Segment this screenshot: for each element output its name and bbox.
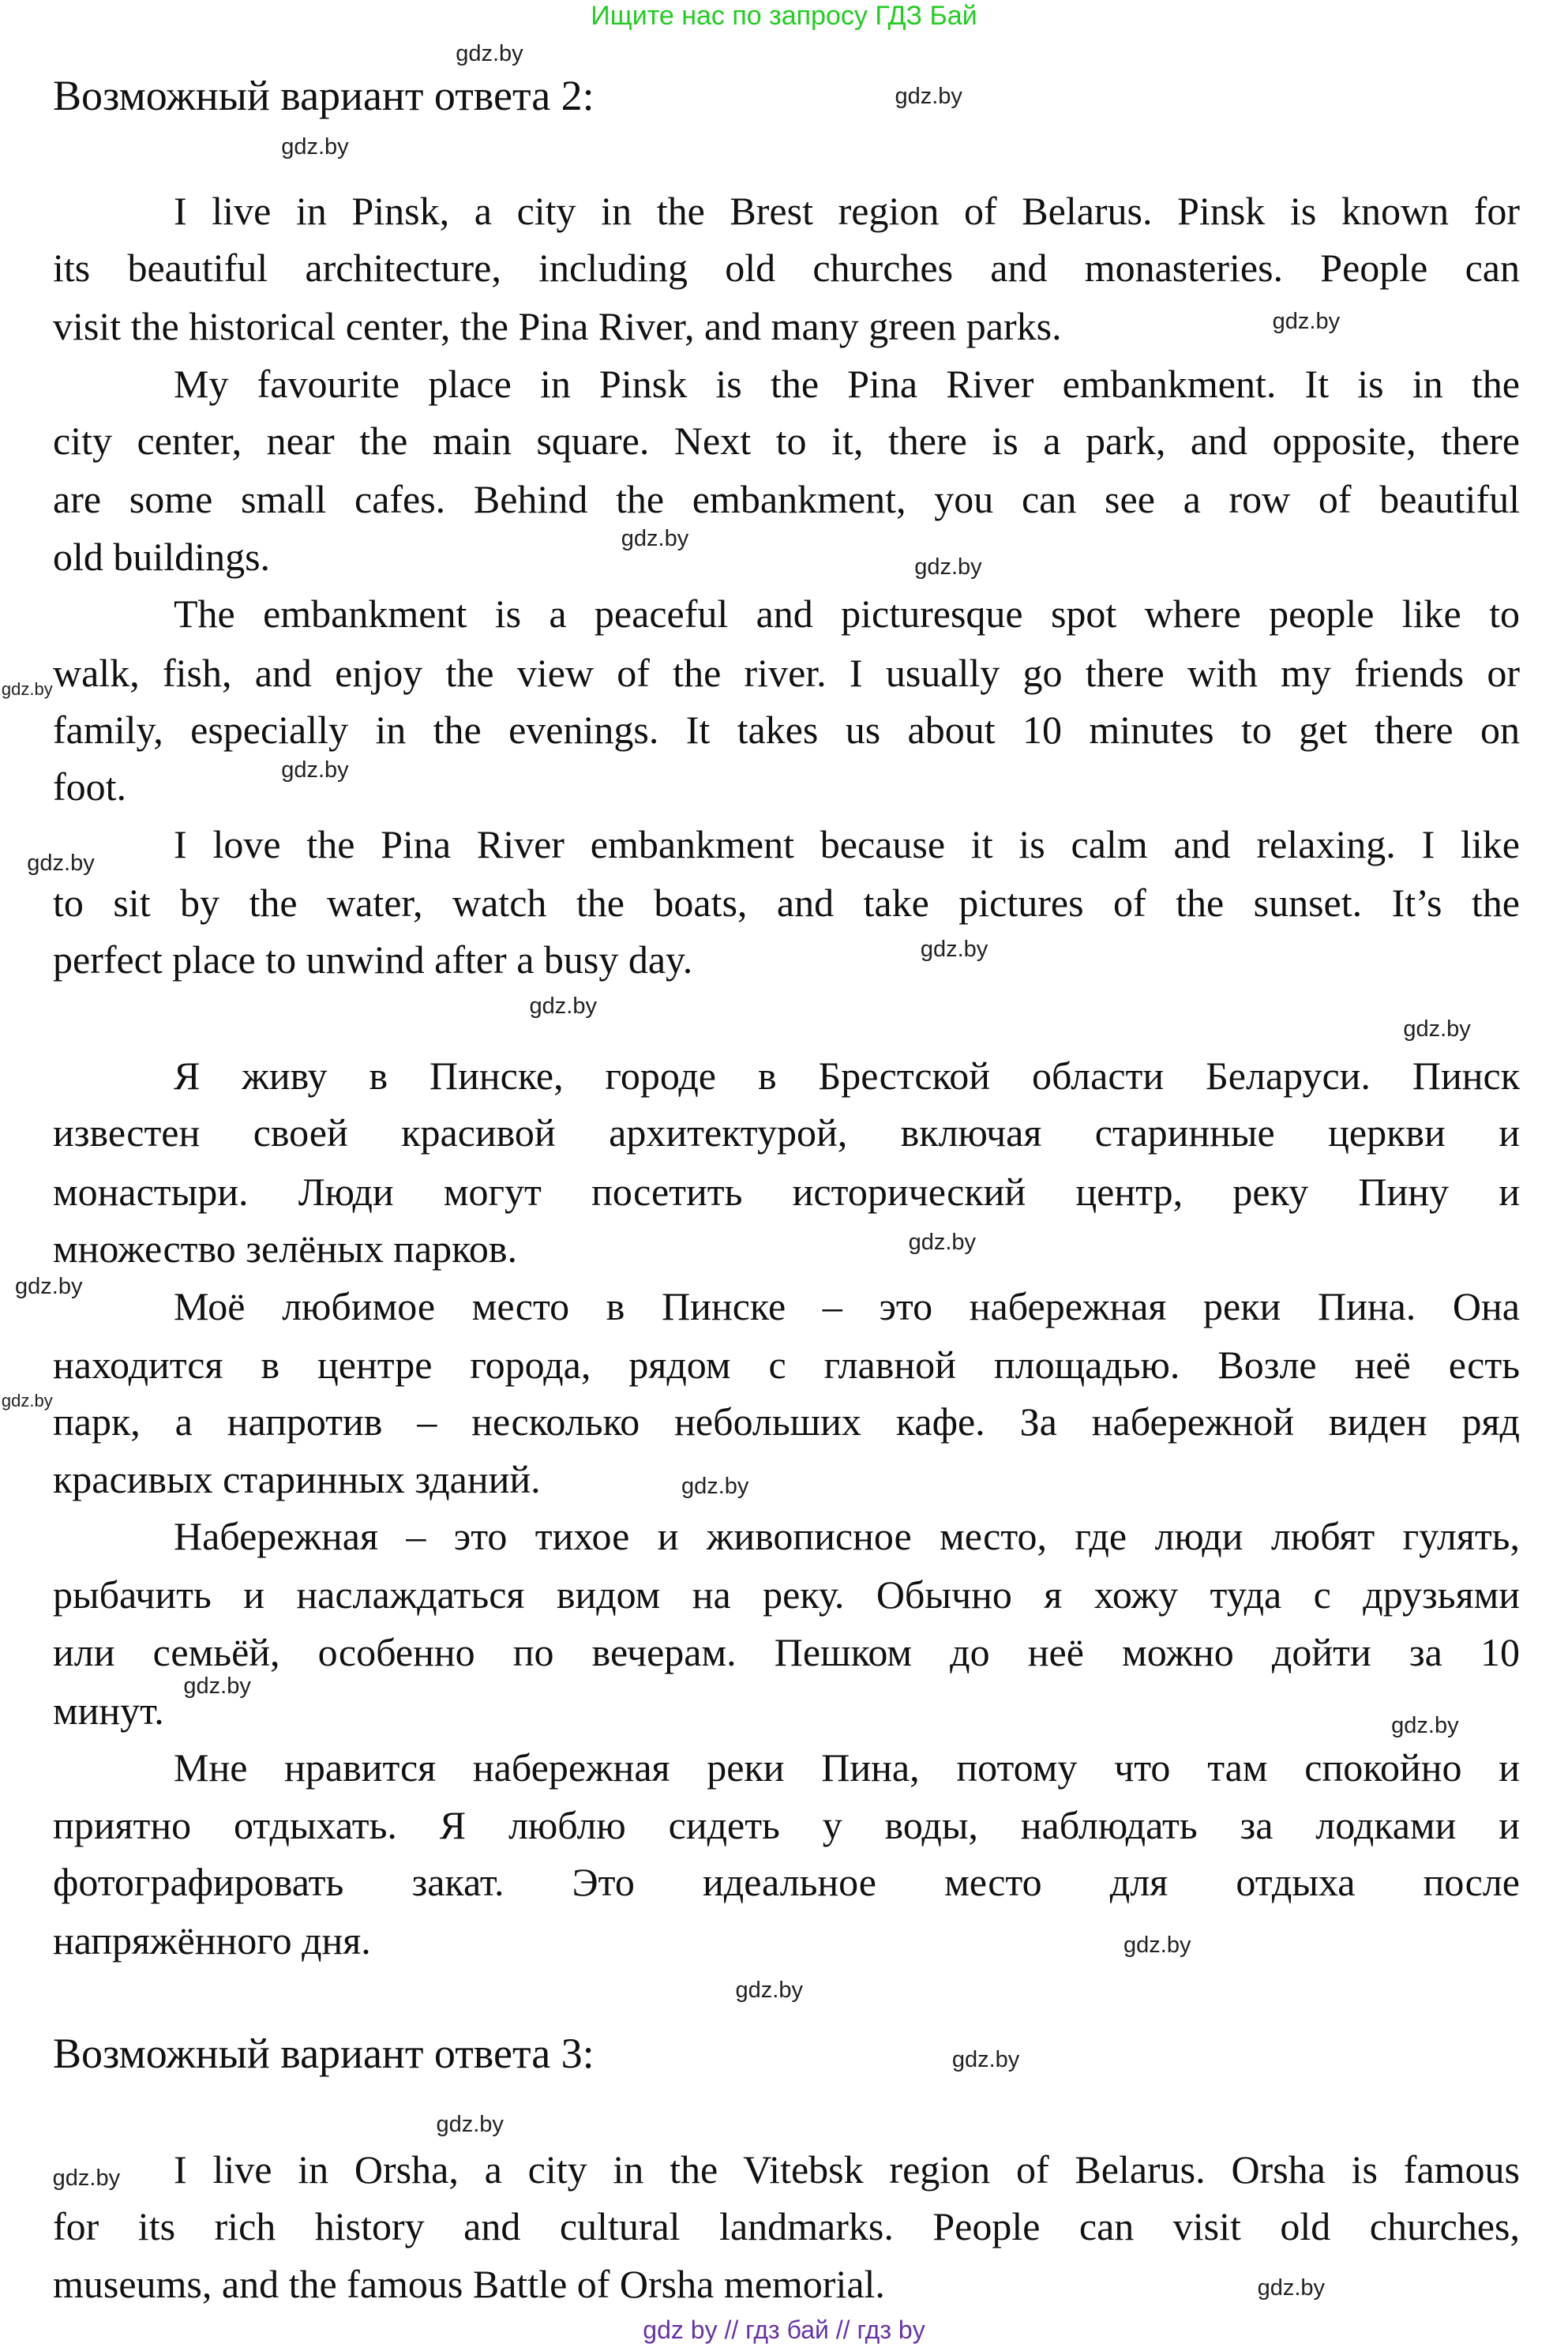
watermark: gdz.by [52,2166,121,2192]
paragraph-line: красивых старинных зданий. [53,1456,541,1501]
paragraph-line: museums, and the famous Battle of Orsha memorial. [53,2261,885,2306]
watermark: gdz.by [1,679,53,700]
paragraph-line: находится в центре города, рядом с главной площадью. Возле неё есть [53,1342,1520,1387]
paragraph-line: its beautiful architecture, including old churches and monasteries. People can [53,246,1520,291]
paragraph-line: Я живу в Пинске, городе в Брестской области Беларуси. Пинск [174,1054,1520,1099]
paragraph-line: известен своей красивой архитектурой, включая старинные церкви и [53,1110,1520,1155]
paragraph-line: I live in Pinsk, a city in the Brest region of Belarus. Pinsk is known for [174,188,1520,233]
paragraph-line: Мне нравится набережная реки Пина, потому что там спокойно и [174,1745,1520,1790]
paragraph-line: приятно отдыхать. Я люблю сидеть у воды, наблюдать за лодками и [53,1802,1520,1847]
watermark: gdz.by [1272,309,1341,335]
watermark: gdz.by [183,1673,251,1700]
watermark: gdz.by [895,83,962,109]
watermark: gdz.by [951,2046,1020,2072]
watermark: gdz.by [456,41,523,67]
paragraph-line: My favourite place in Pinsk is the Pina River embankment. It is in the [174,361,1520,406]
paragraph-line: are some small cafes. Behind the embankment, you can see a row of beautiful [53,477,1520,522]
watermark: gdz.by [1403,1016,1471,1042]
watermark: gdz.by [621,525,689,551]
paragraph-line: напряжённого дня. [53,1918,371,1963]
watermark: gdz.by [27,851,95,877]
watermark: gdz.by [1123,1932,1191,1958]
paragraph-line: perfect place to unwind after a busy day. [53,937,693,982]
paragraph-line: или семьёй, особенно по вечерам. Пешком до неё можно дойти за 10 [53,1629,1520,1674]
watermark: gdz.by [920,936,988,962]
watermark: gdz.by [15,1273,83,1299]
watermark: gdz.by [529,994,597,1020]
paragraph-line: Набережная – это тихое и живописное место, где люди любят гулять, [174,1514,1520,1558]
paragraph-line: рыбачить и наслаждаться видом на реку. Обычно я хожу туда с друзьями [53,1572,1520,1617]
footer-links[interactable]: gdz by // гдз бай // гдз by [643,2316,925,2344]
paragraph-line: visit the historical center, the Pina River, and many green parks. [53,304,1062,349]
paragraph-line: I love the Pina River embankment because it is calm and relaxing. I like [174,821,1520,866]
watermark: gdz.by [1391,1712,1459,1738]
paragraph-line: for its rich history and cultural landmarks. People can visit old churches, [53,2204,1520,2249]
paragraph-line: city center, near the main square. Next to it, there is a park, and opposite, there [53,419,1520,464]
watermark: gdz.by [908,1230,977,1256]
watermark: gdz.by [281,134,349,160]
search-banner: Ищите нас по запросу ГДЗ Бай [591,1,977,31]
watermark: gdz.by [735,1978,803,2004]
paragraph-line: foot. [53,764,127,810]
paragraph-line: walk, fish, and enjoy the view of the river. I usually go there with my friends or [53,650,1520,695]
watermark: gdz.by [436,2111,504,2137]
paragraph-line: I live in Orsha, a city in the Vitebsk region of Belarus. Orsha is famous [174,2147,1520,2192]
watermark: gdz.by [1257,2275,1326,2301]
paragraph-line: Моё любимое место в Пинске – это набережная реки Пина. Она [174,1283,1520,1328]
answer-variant-2-heading: Возможный вариант ответа 2: [53,72,595,119]
paragraph-line: монастыри. Люди могут посетить исторический центр, реку Пину и [53,1169,1520,1214]
paragraph-line: to sit by the water, watch the boats, and take pictures of the sunset. It’s the [53,881,1520,925]
watermark: gdz.by [1,1391,53,1411]
paragraph-line: множество зелёных парков. [53,1226,518,1272]
paragraph-line: The embankment is a peaceful and picturesque spot where people like to [174,592,1520,637]
watermark: gdz.by [281,757,349,783]
watermark: gdz.by [914,554,982,580]
paragraph-line: минут. [53,1688,164,1733]
answer-variant-3-heading: Возможный вариант ответа 3: [53,2030,595,2077]
watermark: gdz.by [681,1473,749,1499]
paragraph-line: old buildings. [53,534,271,579]
paragraph-line: фотографировать закат. Это идеальное место для отдыха после [53,1860,1520,1905]
paragraph-line: парк, а напротив – несколько небольших кафе. За набережной виден ряд [53,1399,1520,1444]
paragraph-line: family, especially in the evenings. It takes us about 10 minutes to get there on [53,707,1520,752]
